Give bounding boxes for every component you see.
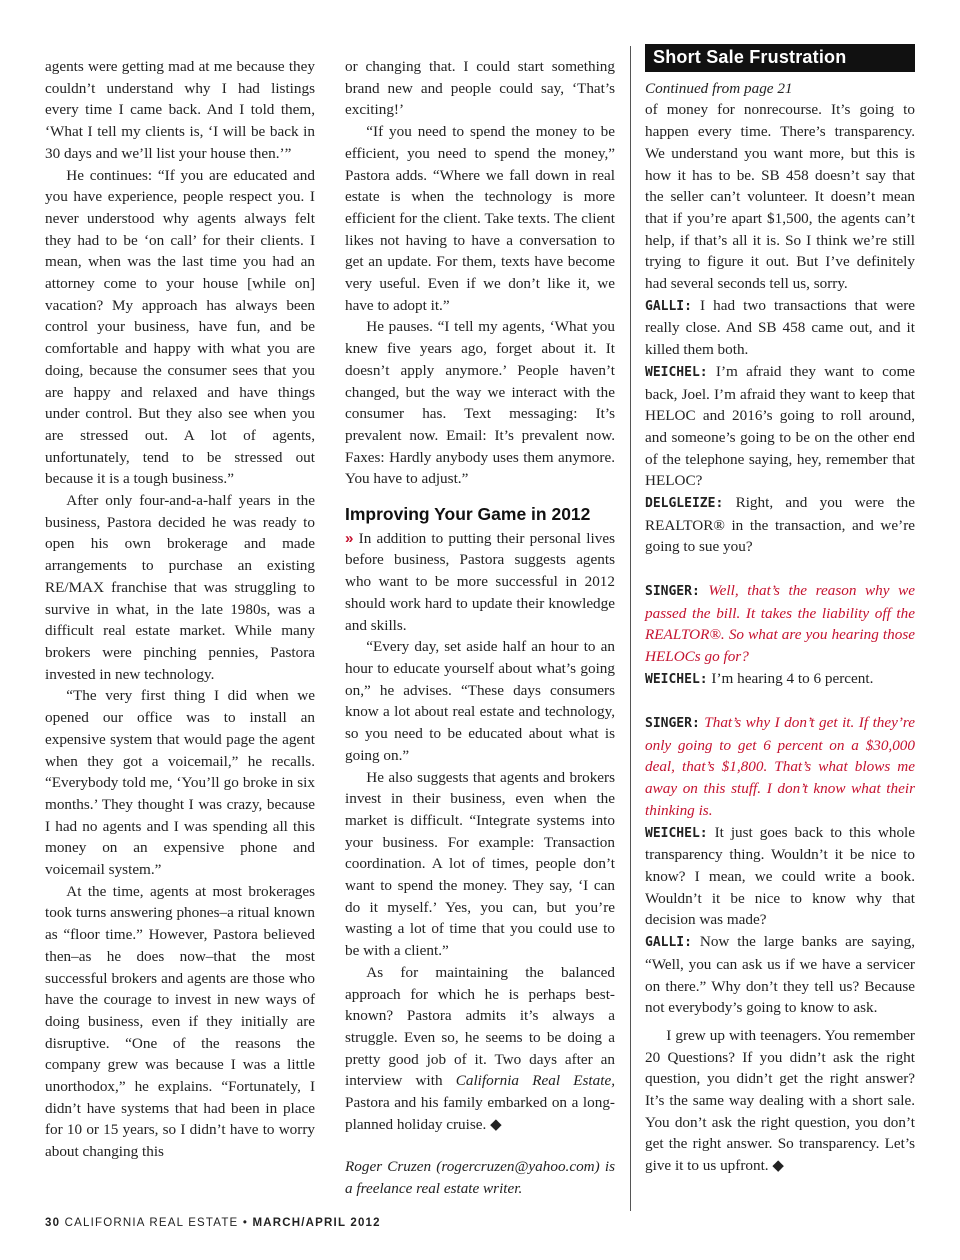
dialogue-line: SINGER: Well, that’s the reason why we passed the bill. It takes the liability off the REALTOR®. So what are you hearing those HELOCs go for? (645, 581, 915, 665)
paragraph: I grew up with teenagers. You remember 20 Questions? If you didn’t ask the right question, you didn’t get the right answer? It’s the same way dealing with a short sale. You don’t ask the right question, you don’t get the right answer. So transparency. Let’s give it to us upfront. ◆ (645, 1026, 915, 1175)
page-number: 30 (45, 1217, 61, 1229)
page-footer (45, 1217, 381, 1229)
paragraph: As for maintaining the balanced approach for which he is perhaps best-known? Pastora admits it’s always a struggle. Even so, he seems to be doing a pretty good job of it. Two days after an interview with California Real Estate, Pastora and his family embarked on a long-planned holiday cruise. ◆ (345, 963, 615, 1133)
bullet-separator: • (242, 1217, 249, 1229)
author-byline: Roger Cruzen (rogercruzen@yahoo.com) is a freelance real estate writer. (345, 1158, 615, 1198)
publication-title: CALIFORNIA REAL ESTATE (64, 1217, 239, 1229)
end-mark-icon: ◆ (490, 1115, 502, 1133)
speaker-label: WEICHEL: (645, 825, 708, 841)
dialogue-line: DELGLEIZE: Right, and you were the REALTOR® in the transaction, and we’re going to sue you? (645, 494, 915, 556)
speaker-label: WEICHEL: (645, 671, 708, 687)
speaker-label: SINGER: (645, 583, 700, 599)
dialogue-line: WEICHEL: I’m hearing 4 to 6 percent. (645, 669, 874, 687)
double-chevron-icon: » (345, 529, 354, 547)
paragraph: He also suggests that agents and brokers invest in their business, even when the market is difficult. “Integrate systems into your business. For example: Transaction coordination. A lot of times, people don’t want to spend the money. They say, ‘I can do it myself.’ Yes, you can, but you’re wasting a lot of time that you could use to be with a client.” (345, 768, 615, 960)
speaker-label: SINGER: (645, 716, 700, 732)
end-mark-icon: ◆ (772, 1157, 785, 1175)
continued-note: Continued from page 21 (645, 79, 793, 97)
lead-text: In addition to putting their personal lives before business, Pastora suggests agents who want to be more successful in 2012 should work hard to update their knowledge and skills. (345, 529, 615, 634)
paragraph: “If you need to spend the money to be efficient, you need to spend the money,” Pastora adds. “Where we fall down in real estate is when the technology is more efficient for the client. Take texts. The client likes not having to have a conversation to get an update. For them, texts have become very useful. Even if we don’t like it, we have to adopt it.” (345, 123, 615, 314)
paragraph: or changing that. I could start something brand new and people could say, ‘That’s exciting!’ (345, 58, 615, 119)
lead-paragraph (345, 528, 615, 637)
paragraph: “Every day, set aside half an hour to an hour to educate yourself about what’s going on,” he advises. “These days consumers know a lot about real estate and technology, so you need to be educated about what is going on.” (345, 638, 615, 764)
article-column-2 (345, 56, 615, 1200)
speaker-label: GALLI: (645, 935, 692, 951)
section-subhead: Improving Your Game in 2012 (345, 504, 591, 525)
column-divider (630, 46, 631, 1211)
dialogue-line: WEICHEL: It just goes back to this whole transparency thing. Wouldn’t it be nice to know? I mean, we could write a book. Wouldn’t it be nice to know why that decision was made? (645, 823, 915, 929)
paragraph: agents were getting mad at me because they couldn’t understand why I had listings every time I came back. And I told them, ‘What I tell my clients is, ‘I will be back in 30 days and we’ll list your house then.’” (45, 58, 315, 162)
publication-name: California Real Estate, (455, 1072, 615, 1090)
sidebar-column (645, 47, 916, 1177)
dialogue-line: GALLI: I had two transactions that were really close. And SB 458 came out, and it killed them both. (645, 296, 916, 359)
paragraph: of money for nonrecourse. It’s going to happen every time. There’s transparency. We understand you want more, but this is how it has to be. SB 458 doesn’t say that the seller can’t volunteer. It doesn’t mean that if you’re apart $1,500, the agents can’t help, if that’s all it is. So I think we’re still trying to figure it out. But I’ve definitely had several seconds tell us, sorry. (645, 101, 915, 293)
paragraph: He continues: “If you are educated and you have experience, people respect you. I never understood why agents always felt they had to be ‘on call’ for their clients. I mean, when was the last time you had an attorney come to your house [while on] vacation? My approach has always been control your business, have fun, and be comfortable and happy with what you are doing, because the consumer sees that you are happy and relaxed and have things under control. But they also see when you are stressed out. A lot of agents, unfortunately, tend to be stressed out because it is a tough business.” (45, 166, 315, 488)
dialogue-line: SINGER: That’s why I don’t get it. If they’re only going to get 6 percent on a $30,000 deal, that’s $1,800. That’s what blows me away on this stuff. I don’t know what their thinking is. (645, 714, 916, 819)
paragraph: He pauses. “I tell my agents, ‘What you knew five years ago, forget about it. It doesn’t apply anymore.’ People haven’t changed, but the way we interact with the consumer has. Text messaging: It’s prevalent now. Email: It’s prevalent now. Faxes: Hardly anybody uses them anymore. You have to adjust.” (345, 318, 615, 488)
speaker-label: GALLI: (645, 298, 692, 314)
dialogue-line: WEICHEL: I’m afraid they want to come back, Joel. I’m afraid they want to keep that HELOC and 2016’s going to roll around, and someone’s going to be on the other end of the telephone saying, hey, remember that HELOC? (645, 362, 915, 490)
paragraph: After only four-and-a-half years in the business, Pastora decided he was ready to open his own brokerage and made arrangements to purchase an existing RE/MAX franchise that was struggling to survive in what, in the late 1980s, was a difficult real estate market. While many brokers were pinching pennies, Pastora invested in new technology. (45, 492, 315, 683)
sidebar-title: Short Sale Frustration (645, 44, 915, 72)
paragraph: “The very first thing I did when we opened our office was to install an expensive system that would page the agent when they got a voicemail,” he recalls. “Everybody told me, ‘You’ll go broke in six months.’ They thought I was crazy, because I had no agents and I was spending all this money on an expensive phone and voicemail system.” (45, 687, 315, 879)
paragraph: At the time, agents at most brokerages took turns answering phones–a ritual known as “floor time.” However, Pastora believed then–as he does now–that the most successful brokers and agents are those who have the courage to invest in new ways of doing business, even if they initially are disruptive. “One of the reasons the company grew was because I was a little unorthodox,” he explains. “Fortunately, I didn’t have systems that had been in place for 10 or 15 years, so I didn’t have to worry about changing this (45, 882, 315, 1161)
issue-date: MARCH/APRIL 2012 (252, 1217, 381, 1229)
dialogue-line: GALLI: Now the large banks are saying, “Well, you can ask us if we have a servicer on there.” Why don’t they tell us? Because not everybody’s going to know to ask. (645, 933, 915, 1017)
speaker-label: DELGLEIZE: (645, 496, 724, 512)
article-column-1 (45, 56, 315, 1163)
speaker-label: WEICHEL: (645, 364, 708, 380)
